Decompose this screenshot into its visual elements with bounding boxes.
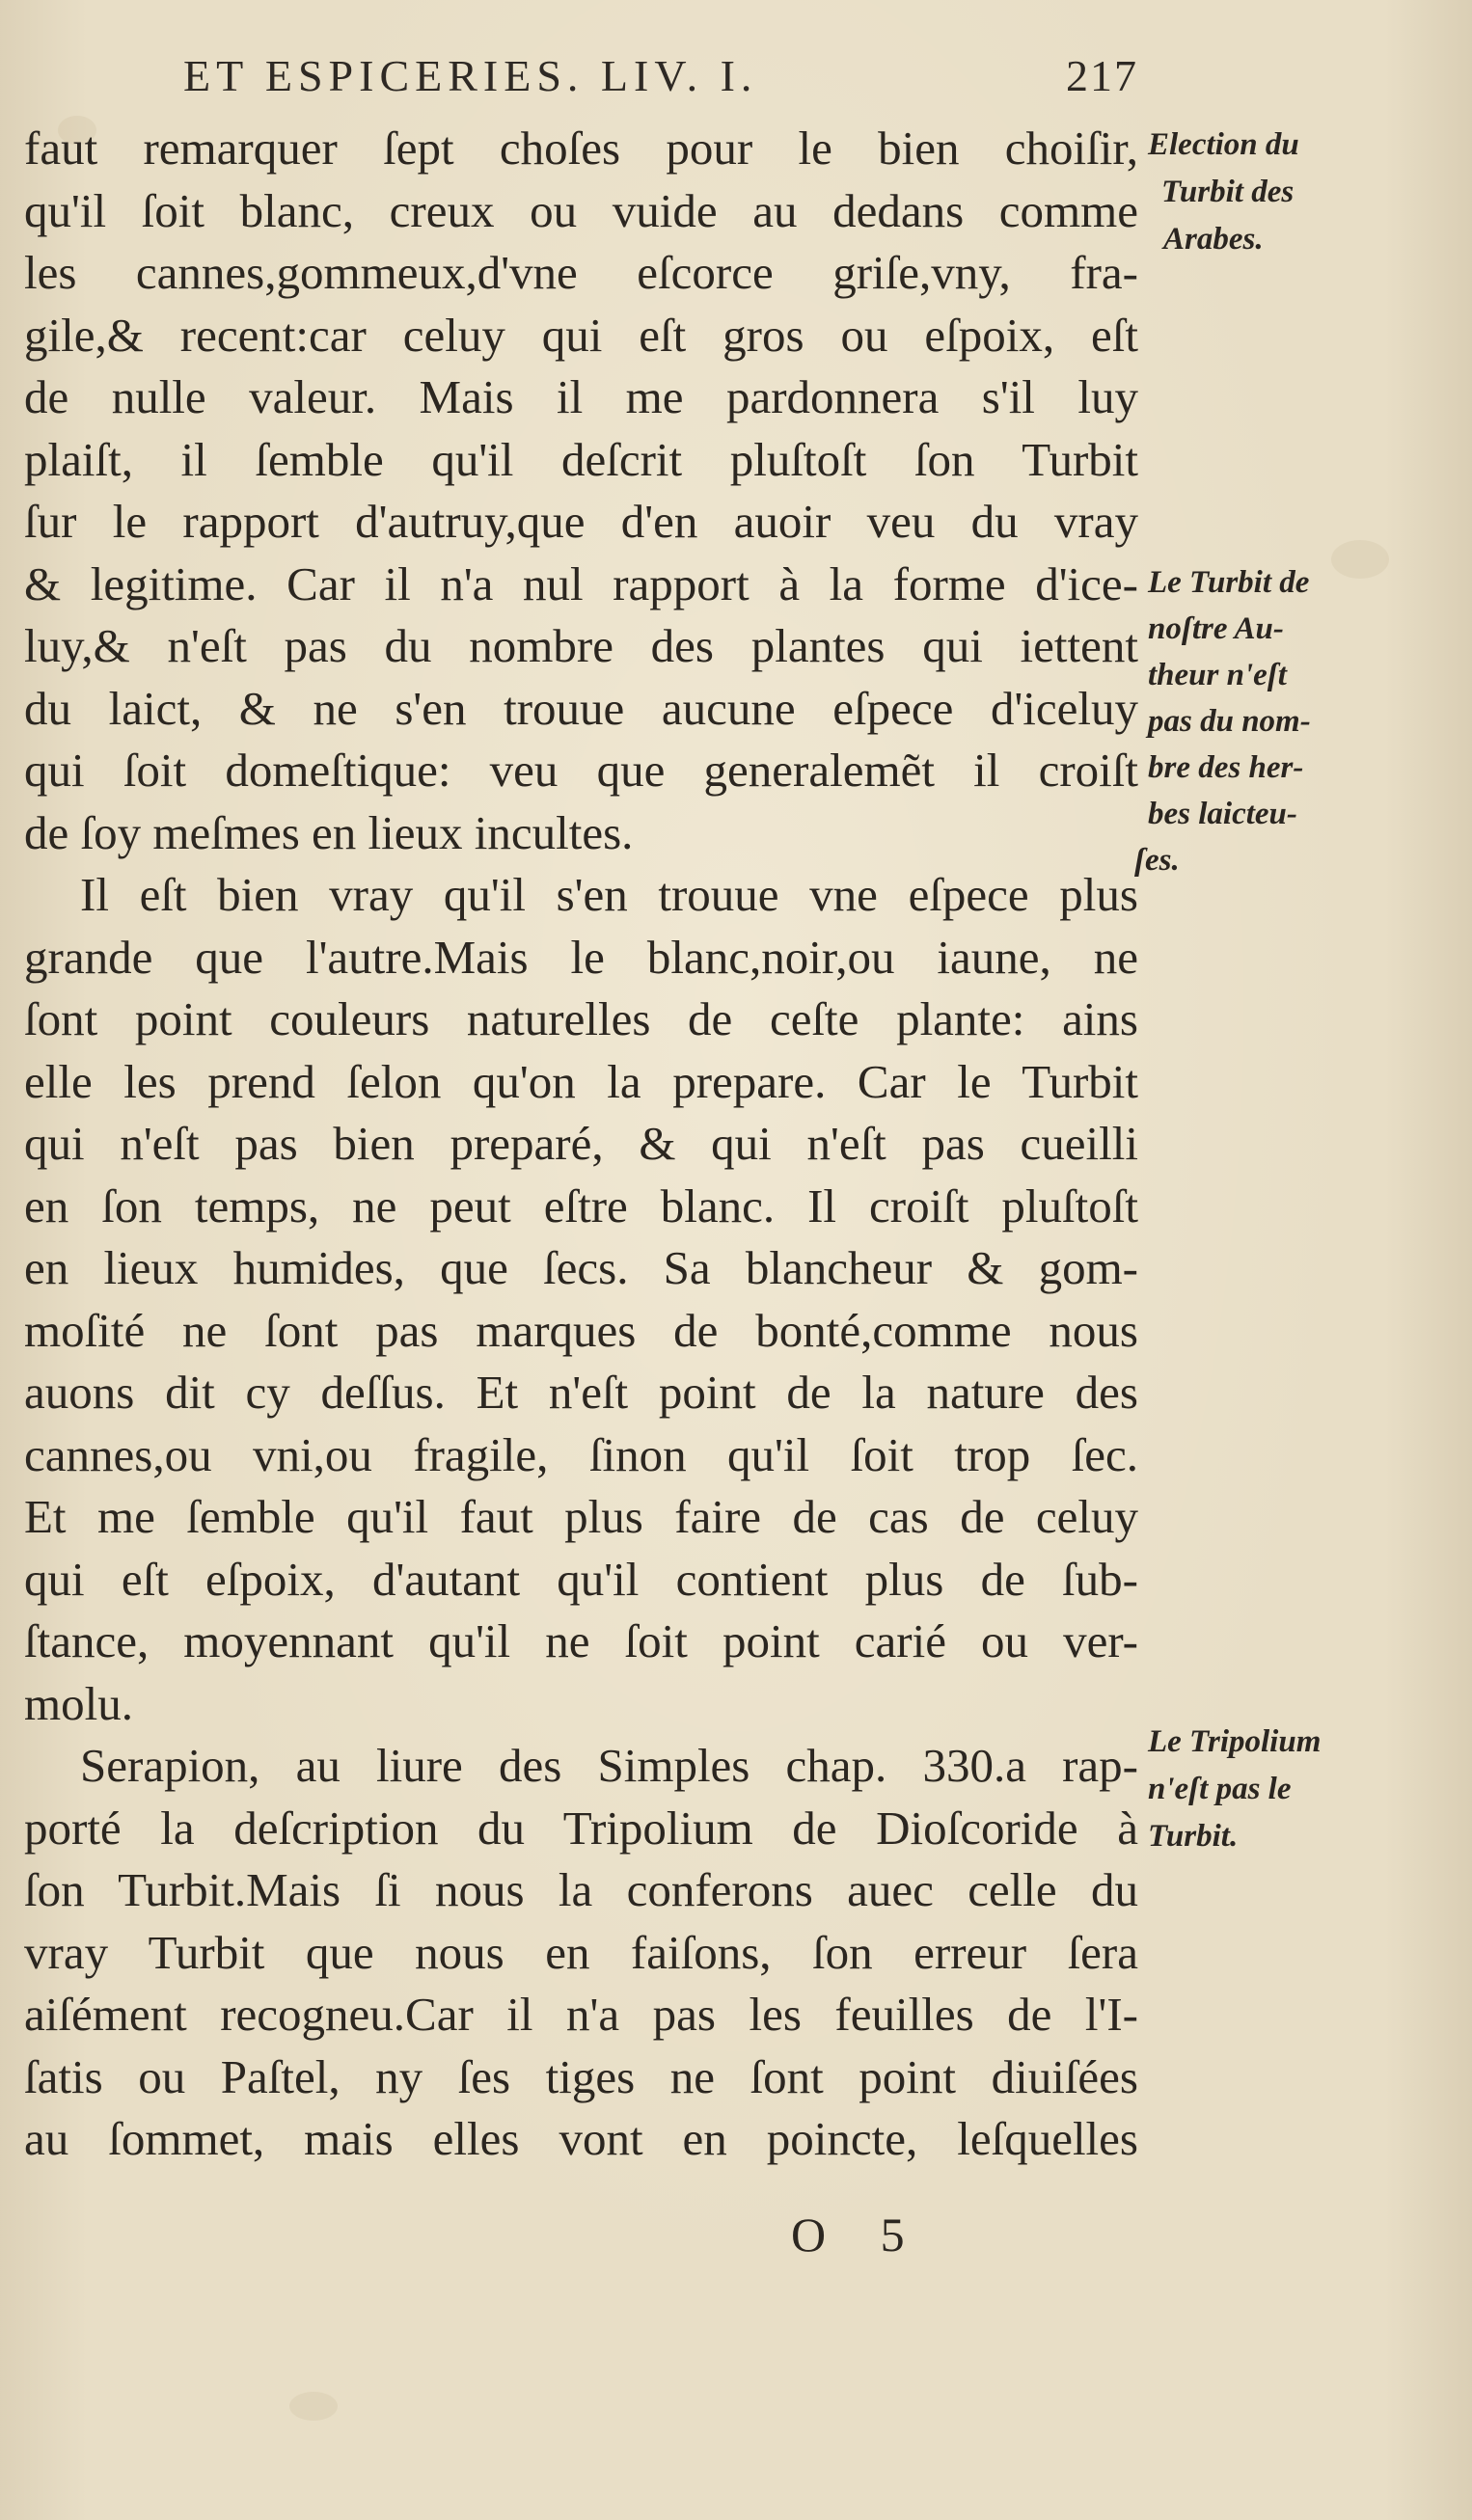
text-line: cannes,ou vni,ou fragile, ſinon qu'il ſoit trop ſec. — [24, 1427, 1138, 1481]
signature-mark: O 5 — [791, 2208, 926, 2262]
text-line: en lieux humides, que ſecs. Sa blancheur & gom- — [24, 1241, 1138, 1294]
margin-note-line: theur n'eſt — [1148, 658, 1287, 692]
margin-note-line: Le Turbit de — [1148, 565, 1310, 600]
text-line: Il eſt bien vray qu'il s'en trouue vne eſpece plus — [80, 868, 1138, 921]
margin-note-line: pas du nom- — [1148, 704, 1311, 739]
text-line: Serapion, au liure des Simples chap. 330.a rap- — [80, 1739, 1138, 1792]
margin-note-line: Turbit. — [1148, 1819, 1239, 1854]
text-line: de ſoy meſmes en lieux incultes. — [24, 805, 634, 859]
text-line: les cannes,gommeux,d'vne eſcorce griſe,vny, fra- — [24, 246, 1138, 299]
margin-note-line: bes laicteu- — [1148, 797, 1297, 831]
main-text-block — [24, 118, 1138, 2171]
text-line: qu'il ſoit blanc, creux ou vuide au dedans comme — [24, 183, 1138, 237]
text-line: ſon Turbit.Mais ſi nous la conferons auec celle du — [24, 1863, 1138, 1916]
margin-note-line: Le Tripolium — [1148, 1724, 1322, 1759]
text-line: ſur le rapport d'autruy,que d'en auoir veu du vray — [24, 495, 1138, 548]
text-line: plaiſt, il ſemble qu'il deſcrit pluſtoſt ſon Turbit — [24, 432, 1138, 486]
text-line: ſtance, moyennant qu'il ne ſoit point carié ou ver- — [24, 1614, 1138, 1667]
text-line: qui eſt eſpoix, d'autant qu'il contient plus de ſub- — [24, 1552, 1138, 1606]
text-line: grande que l'autre.Mais le blanc,noir,ou iaune, ne — [24, 930, 1138, 984]
margin-note-line: noſtre Au- — [1148, 611, 1284, 646]
margin-note-line: ſes. — [1134, 843, 1180, 878]
text-line: elle les prend ſelon qu'on la prepare. Car le Turbit — [24, 1054, 1138, 1108]
text-line: du laict, & ne s'en trouue aucune eſpece d'iceluy — [24, 681, 1138, 735]
text-line: qui n'eſt pas bien preparé, & qui n'eſt pas cueilli — [24, 1117, 1138, 1170]
paper-stain — [289, 2392, 338, 2421]
text-line: ſatis ou Paſtel, ny ſes tiges ne ſont point diuiſées — [24, 2049, 1138, 2103]
page-number: 217 — [1066, 51, 1138, 100]
text-line: au ſommet, mais elles vont en poincte, leſquelles — [24, 2112, 1138, 2165]
text-line: auons dit cy deſſus. Et n'eſt point de la nature des — [24, 1366, 1138, 1419]
text-line: en ſon temps, ne peut eſtre blanc. Il croiſt pluſtoſt — [24, 1179, 1138, 1233]
text-line: gile,& recent:car celuy qui eſt gros ou eſpoix, eſt — [24, 308, 1138, 362]
margin-note-line: bre des her- — [1148, 750, 1304, 785]
margin-note-tripolium — [1148, 1719, 1466, 1860]
text-line: qui ſoit domeſtique: veu que generalemẽt il croiſt — [24, 744, 1138, 797]
text-line: Et me ſemble qu'il faut plus faire de cas de celuy — [24, 1490, 1138, 1543]
text-line: faut remarquer ſept choſes pour le bien choiſir, — [24, 122, 1138, 175]
text-line: porté la deſcription du Tripolium de Dioſcoride à — [24, 1801, 1138, 1855]
text-line: & legitime. Car il n'a nul rapport à la forme d'ice- — [24, 556, 1138, 610]
running-header — [164, 50, 1138, 118]
margin-note-election — [1148, 122, 1466, 263]
text-line: ſont point couleurs naturelles de ceſte plante: ains — [24, 992, 1138, 1045]
margin-note-line: Turbit des — [1161, 175, 1295, 209]
margin-note-line: Arabes. — [1163, 222, 1264, 257]
text-line: vray Turbit que nous en faiſons, ſon erreur ſera — [24, 1925, 1138, 1979]
running-title: ET ESPICERIES. LIV. I. — [183, 51, 758, 100]
margin-note-line: n'eſt pas le — [1148, 1772, 1292, 1806]
text-line: de nulle valeur. Mais il me pardonnera s'il luy — [24, 370, 1138, 423]
text-line: molu. — [24, 1676, 133, 1730]
text-line: luy,& n'eſt pas du nombre des plantes qui iettent — [24, 619, 1138, 672]
margin-note-turbit-auteur — [1134, 559, 1466, 883]
margin-note-line: Election du — [1148, 127, 1299, 162]
text-line: aiſément recogneu.Car il n'a pas les feuilles de l'I- — [24, 1988, 1138, 2041]
text-line: moſité ne ſont pas marques de bonté,comme nous — [24, 1303, 1138, 1357]
